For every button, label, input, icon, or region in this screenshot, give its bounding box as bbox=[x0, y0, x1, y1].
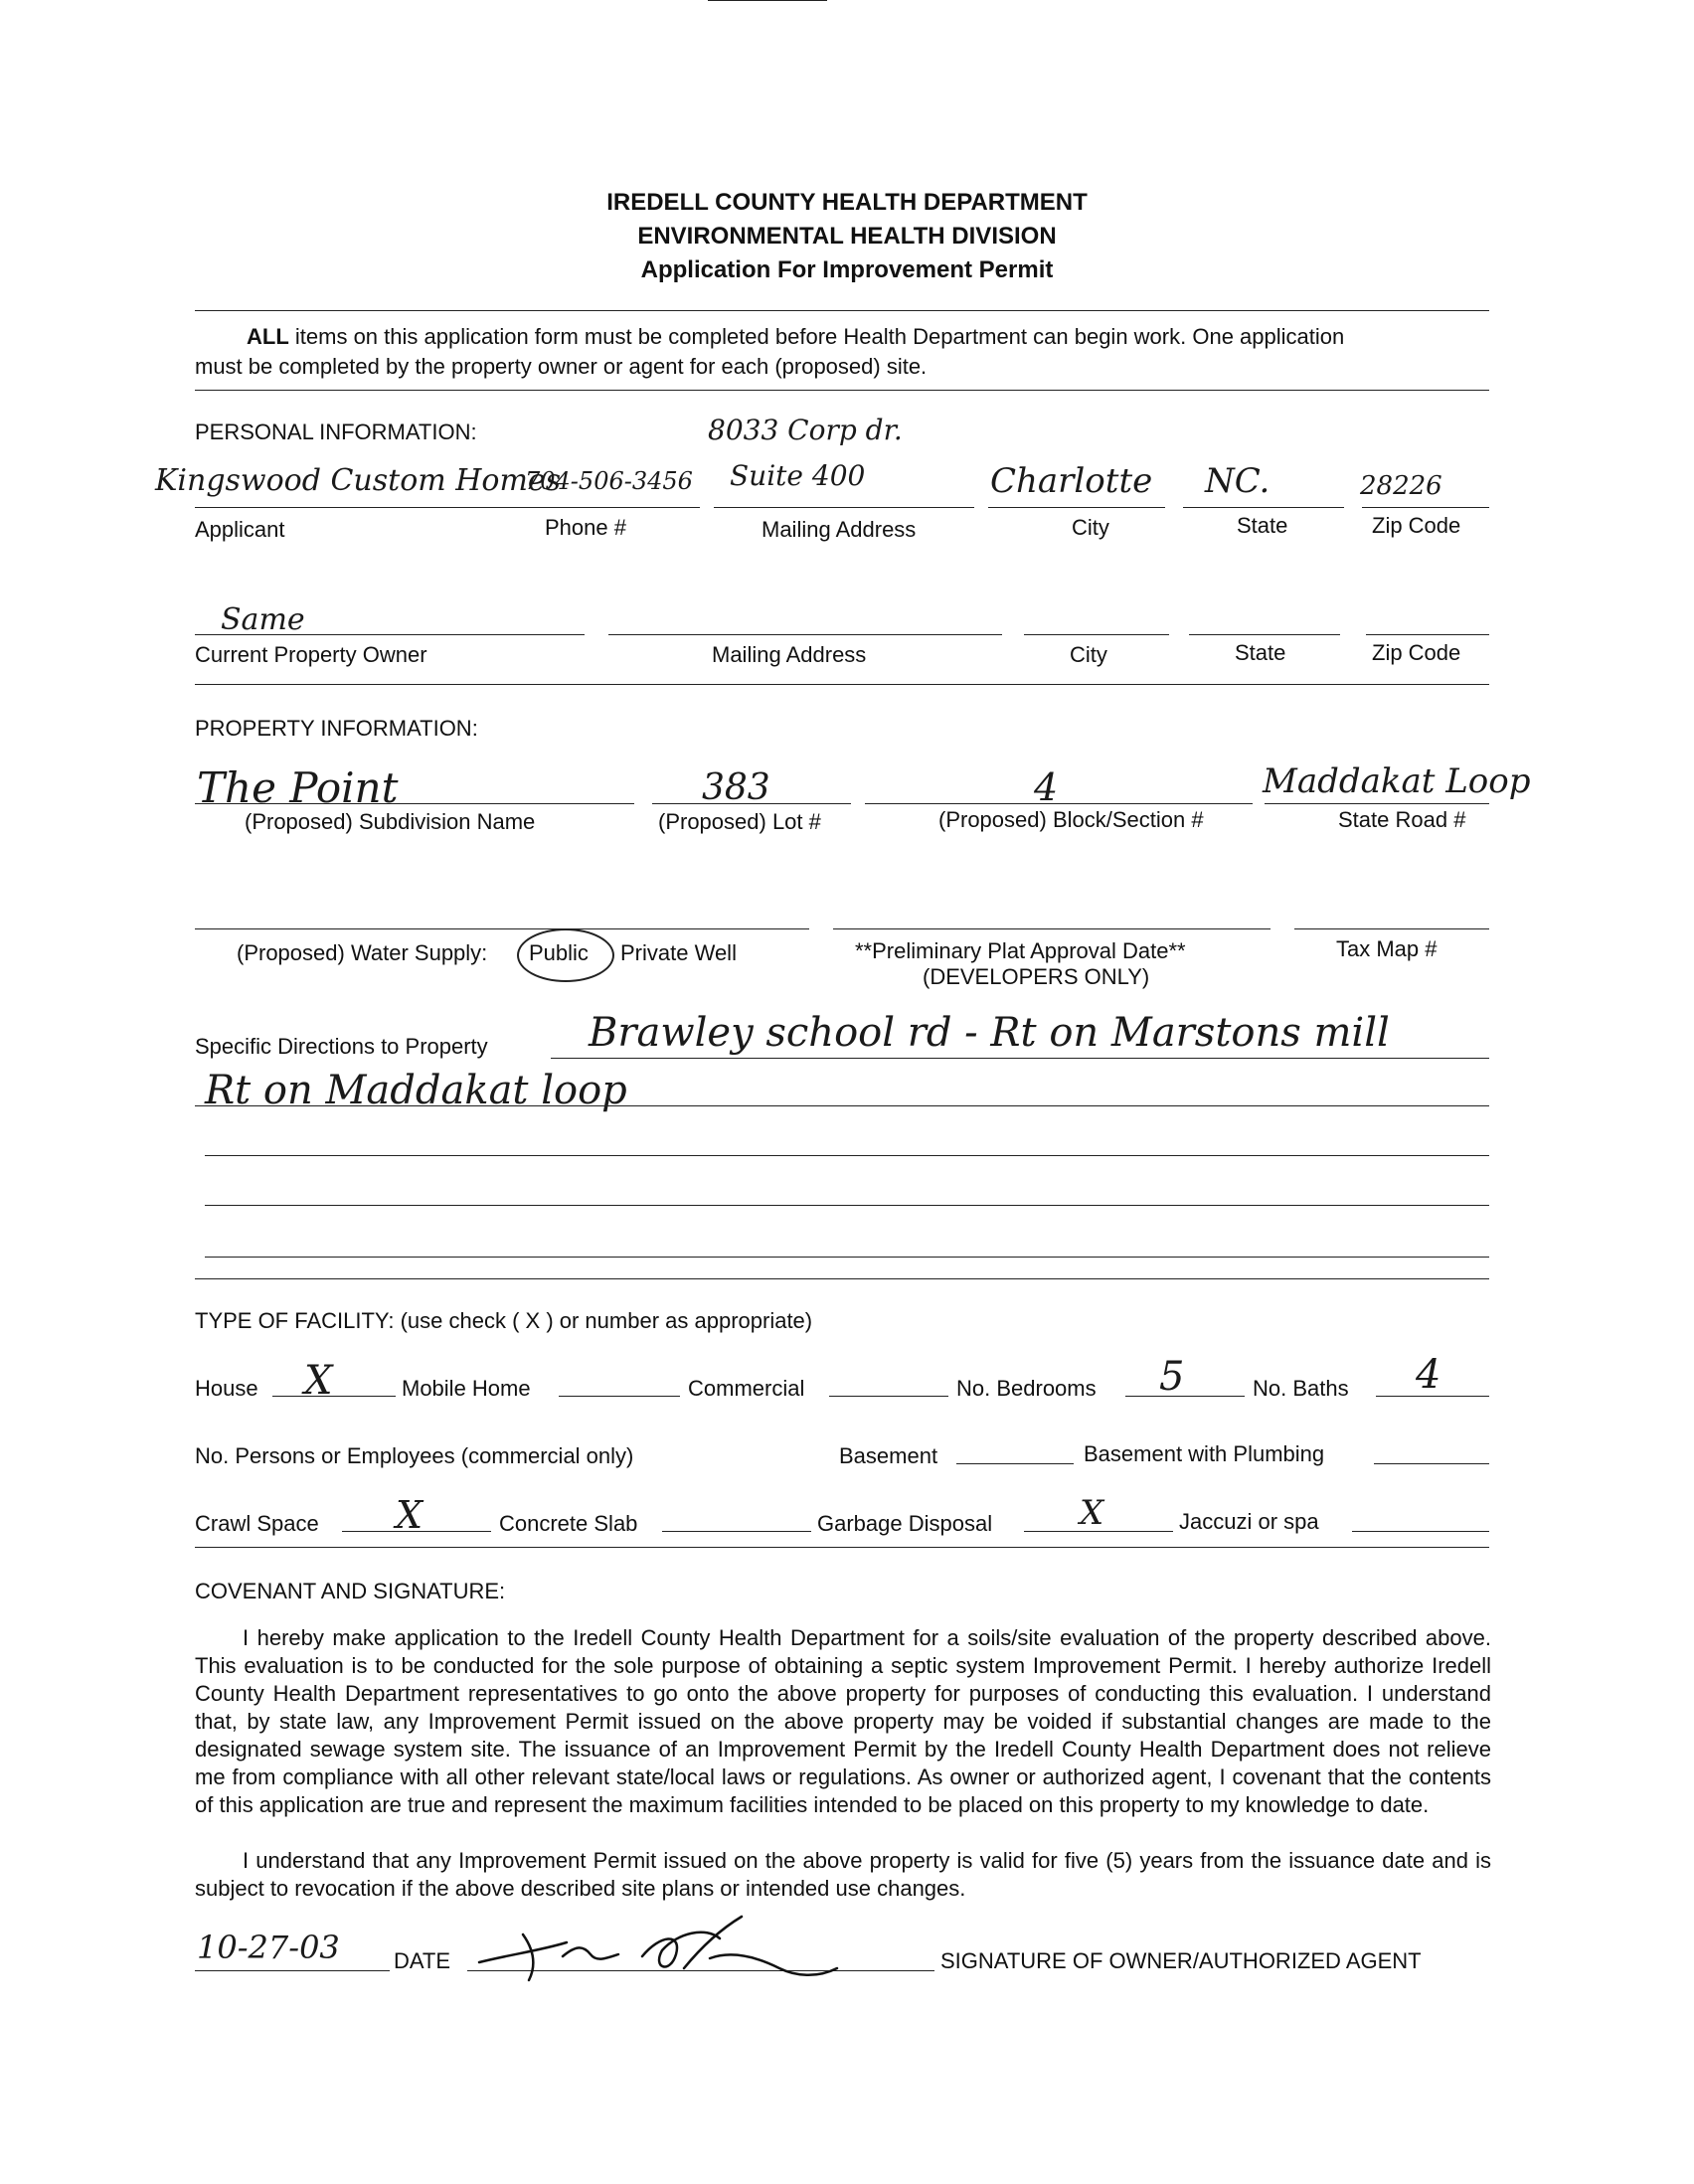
owner-city-label: City bbox=[1070, 642, 1107, 667]
slab-label: Concrete Slab bbox=[499, 1511, 638, 1536]
phone-label: Phone # bbox=[545, 515, 626, 540]
crawl-value[interactable]: X bbox=[396, 1493, 424, 1537]
subdivision-value[interactable]: The Point bbox=[197, 763, 399, 812]
persons-line bbox=[708, 0, 827, 1]
instructions-line2: must be completed by the property owner or agent for each (proposed) site. bbox=[195, 354, 928, 379]
address-line bbox=[714, 507, 974, 508]
water-line bbox=[195, 928, 809, 929]
directions-line-5 bbox=[205, 1257, 1489, 1258]
slab-line bbox=[662, 1531, 811, 1532]
jacuzzi-line bbox=[1352, 1531, 1489, 1532]
applicant-label: Applicant bbox=[195, 517, 285, 542]
signature-image bbox=[471, 1899, 869, 1994]
rule-personal bbox=[195, 684, 1489, 685]
plat-line bbox=[833, 928, 1270, 929]
date-label: DATE bbox=[394, 1948, 451, 1973]
facility-heading: TYPE OF FACILITY: (use check ( X ) or number as appropriate) bbox=[195, 1308, 813, 1333]
state-line bbox=[1183, 507, 1344, 508]
basement-plumbing-label: Basement with Plumbing bbox=[1084, 1441, 1325, 1466]
owner-state-label: State bbox=[1235, 640, 1286, 665]
state-value[interactable]: NC. bbox=[1205, 461, 1270, 501]
lot-label: (Proposed) Lot # bbox=[658, 809, 821, 834]
city-value[interactable]: Charlotte bbox=[990, 461, 1153, 501]
zip-value[interactable]: 28226 bbox=[1360, 471, 1442, 501]
persons-label: No. Persons or Employees (commercial only) bbox=[195, 1443, 634, 1468]
owner-address-line bbox=[608, 634, 1002, 635]
rule-facility bbox=[195, 1547, 1489, 1548]
city-label: City bbox=[1072, 515, 1109, 540]
date-value[interactable]: 10-27-03 bbox=[197, 1929, 340, 1966]
block-line bbox=[865, 803, 1253, 804]
covenant-paragraph-1: I hereby make application to the Iredell County Health Department for a soils/site evaluation of the property described above. This evaluation is to be conducted for the sole purpose of obtaining a septic system Improvement Permit. I hereby authorize Iredell County Health Department representatives to go onto the above property for purposes of conducting this evaluation. I understand that, by state law, any Improvement Permit issued on the above property may be voided if substantial changes are made to the designated sewage system site. The issuance of an Improvement Permit by the Iredell County Health Department does not relieve me from compliance with all other relevant state/local laws or regulations. As owner or authorized agent, I covenant that the contents of this application are true and represent the maximum facilities intended to be placed on this property to my knowledge to date. bbox=[195, 1625, 1491, 1817]
header-title: IREDELL COUNTY HEALTH DEPARTMENT bbox=[606, 189, 1088, 216]
subdivision-label: (Proposed) Subdivision Name bbox=[245, 809, 536, 834]
zip-label: Zip Code bbox=[1372, 513, 1461, 538]
bedrooms-line bbox=[1125, 1396, 1245, 1397]
road-value[interactable]: Maddakat Loop bbox=[1263, 761, 1531, 801]
basement-label: Basement bbox=[839, 1443, 938, 1468]
rule-property bbox=[195, 1278, 1489, 1279]
water-public-option[interactable]: Public bbox=[529, 940, 589, 965]
garbage-label: Garbage Disposal bbox=[817, 1511, 993, 1536]
rule-instructions bbox=[195, 390, 1489, 391]
house-label: House bbox=[195, 1376, 258, 1401]
signature-label: SIGNATURE OF OWNER/AUTHORIZED AGENT bbox=[940, 1948, 1422, 1973]
date-line bbox=[195, 1970, 390, 1971]
tax-label: Tax Map # bbox=[1336, 936, 1438, 961]
property-heading: PROPERTY INFORMATION: bbox=[195, 716, 478, 741]
commercial-line bbox=[829, 1396, 948, 1397]
block-value[interactable]: 4 bbox=[1034, 765, 1059, 809]
basement-plumbing-line bbox=[1374, 1463, 1489, 1464]
instructions-bold: ALL bbox=[247, 324, 289, 349]
owner-state-line bbox=[1189, 634, 1340, 635]
owner-zip-line bbox=[1366, 634, 1489, 635]
state-label: State bbox=[1237, 513, 1288, 538]
directions-line2-value[interactable]: Rt on Maddakat loop bbox=[205, 1068, 627, 1113]
city-line bbox=[988, 507, 1165, 508]
header-division: ENVIRONMENTAL HEALTH DIVISION bbox=[637, 223, 1057, 250]
directions-line-4 bbox=[205, 1205, 1489, 1206]
directions-line-3 bbox=[205, 1155, 1489, 1156]
lot-value[interactable]: 383 bbox=[702, 767, 770, 808]
rule-top bbox=[195, 310, 1489, 311]
mobile-line bbox=[559, 1396, 680, 1397]
road-line bbox=[1265, 803, 1489, 804]
instructions-line1 bbox=[247, 324, 1344, 350]
directions-label: Specific Directions to Property bbox=[195, 1034, 488, 1059]
directions-line-2 bbox=[195, 1105, 1489, 1106]
house-line bbox=[272, 1396, 396, 1397]
tax-line bbox=[1294, 928, 1489, 929]
jacuzzi-label: Jaccuzi or spa bbox=[1179, 1509, 1319, 1534]
subdivision-line bbox=[195, 803, 634, 804]
owner-label: Current Property Owner bbox=[195, 642, 427, 667]
owner-mailing-label: Mailing Address bbox=[712, 642, 867, 667]
directions-line-1 bbox=[551, 1058, 1489, 1059]
owner-line bbox=[195, 634, 585, 635]
basement-line bbox=[956, 1463, 1074, 1464]
covenant-heading: COVENANT AND SIGNATURE: bbox=[195, 1579, 506, 1603]
owner-city-line bbox=[1024, 634, 1169, 635]
block-label: (Proposed) Block/Section # bbox=[938, 807, 1204, 832]
covenant-paragraph-2: I understand that any Improvement Permit issued on the above property is valid for five (5) years from the issuance date and is subject to revocation if the above described site plans or intended use changes. bbox=[195, 1848, 1491, 1901]
applicant-value[interactable]: Kingswood Custom Homes bbox=[155, 463, 562, 498]
baths-value[interactable]: 4 bbox=[1416, 1352, 1441, 1398]
crawl-label: Crawl Space bbox=[195, 1511, 319, 1536]
baths-label: No. Baths bbox=[1253, 1376, 1349, 1401]
personal-heading: PERSONAL INFORMATION: bbox=[195, 420, 477, 444]
plat-label: **Preliminary Plat Approval Date** bbox=[855, 938, 1186, 963]
directions-line1-value[interactable]: Brawley school rd - Rt on Marstons mill bbox=[589, 1010, 1390, 1056]
instructions-text1: items on this application form must be completed before Health Department can begin work. One application bbox=[294, 324, 1345, 349]
zip-line bbox=[1362, 507, 1489, 508]
bedrooms-label: No. Bedrooms bbox=[956, 1376, 1097, 1401]
lot-line bbox=[652, 803, 851, 804]
address-line1-value[interactable]: 8033 Corp dr. bbox=[708, 414, 903, 446]
water-private-option[interactable]: Private Well bbox=[620, 940, 737, 965]
applicant-line bbox=[195, 507, 700, 508]
road-label: State Road # bbox=[1338, 807, 1466, 832]
owner-value[interactable]: Same bbox=[221, 602, 305, 637]
mobile-label: Mobile Home bbox=[402, 1376, 531, 1401]
commercial-label: Commercial bbox=[688, 1376, 805, 1401]
address-line2-value[interactable]: Suite 400 bbox=[730, 459, 866, 492]
garbage-value[interactable]: X bbox=[1080, 1493, 1104, 1533]
bedrooms-value[interactable]: 5 bbox=[1159, 1354, 1185, 1400]
owner-zip-label: Zip Code bbox=[1372, 640, 1461, 665]
plat-sublabel: (DEVELOPERS ONLY) bbox=[923, 964, 1150, 989]
house-value[interactable]: X bbox=[304, 1358, 333, 1404]
water-label: (Proposed) Water Supply: bbox=[237, 940, 488, 965]
phone-value[interactable]: 704-506-3456 bbox=[525, 467, 693, 495]
mailing-label: Mailing Address bbox=[762, 517, 917, 542]
header-form-title: Application For Improvement Permit bbox=[640, 256, 1054, 283]
